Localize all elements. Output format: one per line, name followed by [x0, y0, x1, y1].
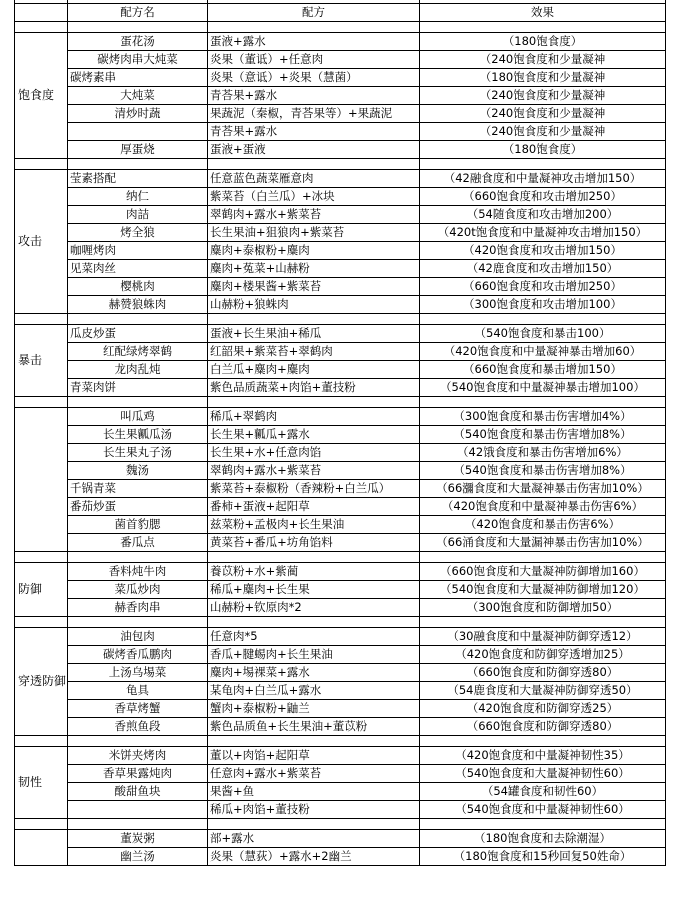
recipe-cell: 果酱+鱼 — [208, 783, 420, 801]
group-spacer-row — [15, 552, 666, 563]
dish-name-cell: 董炭粥 — [68, 830, 208, 848]
recipe-cell: 青荅果+露水 — [208, 87, 420, 105]
dish-name-cell: 烤全狼 — [68, 224, 208, 242]
dish-name-cell: 赫赞狼蛛肉 — [68, 296, 208, 314]
recipe-cell: 麋肉+楼果酱+紫菜苔 — [208, 278, 420, 296]
recipe-row — [15, 498, 666, 516]
effect-cell: （300饱食度和攻击增加100） — [420, 296, 666, 314]
recipe-cell: 青荅果+露水 — [208, 123, 420, 141]
recipe-row — [15, 718, 666, 736]
effect-cell: （420饱食度和中量凝神韧性35） — [420, 747, 666, 765]
effect-cell: （420饱食度和暴击伤害6%） — [420, 516, 666, 534]
recipe-row — [15, 206, 666, 224]
dish-name-cell: 瓜皮炒蛋 — [68, 325, 208, 343]
recipe-cell: 蟹肉+泰椒粉+鼬兰 — [208, 700, 420, 718]
dish-name-cell: 香煎鱼段 — [68, 718, 208, 736]
dish-name-cell — [68, 801, 208, 819]
dish-name-cell: 长生果丸子汤 — [68, 444, 208, 462]
dish-name-cell: 长生果瓤瓜汤 — [68, 426, 208, 444]
dish-name-cell: 幽兰汤 — [68, 848, 208, 866]
recipe-cell: 任意肉*5 — [208, 628, 420, 646]
recipe-row — [15, 361, 666, 379]
dish-name-cell — [68, 123, 208, 141]
dish-name-cell: 菌首豹腮 — [68, 516, 208, 534]
dish-name-cell: 菜瓜炒肉 — [68, 581, 208, 599]
recipe-row — [15, 747, 666, 765]
recipe-cell: 长生果+水+任意肉馅 — [208, 444, 420, 462]
dish-name-cell: 大炖菜 — [68, 87, 208, 105]
recipe-row — [15, 664, 666, 682]
recipe-table — [14, 0, 666, 866]
dish-name-cell: 魏汤 — [68, 462, 208, 480]
recipe-row — [15, 343, 666, 361]
recipe-cell: 白兰瓜+麋肉+麋肉 — [208, 361, 420, 379]
effect-cell: （660饱食度和防御穿透80） — [420, 718, 666, 736]
effect-cell: （540饱食度和大量凝神韧性60） — [420, 765, 666, 783]
recipe-row — [15, 765, 666, 783]
recipe-row — [15, 480, 666, 498]
recipe-row — [15, 224, 666, 242]
recipe-row — [15, 408, 666, 426]
category-cell — [15, 830, 68, 866]
dish-name-cell: 香料炖牛肉 — [68, 563, 208, 581]
effect-cell: （180饱食度和少量凝神 — [420, 69, 666, 87]
recipe-row — [15, 783, 666, 801]
recipe-row — [15, 105, 666, 123]
recipe-row — [15, 801, 666, 819]
category-cell: 穿透防御 — [15, 628, 68, 736]
effect-cell: （300饱食度和防御增加50） — [420, 599, 666, 617]
recipe-row — [15, 260, 666, 278]
recipe-row — [15, 516, 666, 534]
recipe-cell: 炎果（慧荻）+露水+2幽兰 — [208, 848, 420, 866]
dish-name-cell: 米饼夹烤肉 — [68, 747, 208, 765]
recipe-cell: 翠鹤肉+露水+紫菜苔 — [208, 462, 420, 480]
recipe-cell: 麋肉+泰椒粉+麋肉 — [208, 242, 420, 260]
dish-name-cell: 碳烤肉串大炖菜 — [68, 51, 208, 69]
recipe-row — [15, 848, 666, 866]
effect-cell: （180饱食度） — [420, 141, 666, 159]
recipe-row — [15, 69, 666, 87]
effect-cell: （240饱食度和少量凝神 — [420, 105, 666, 123]
recipe-row — [15, 325, 666, 343]
dish-name-cell: 香草果露炖肉 — [68, 765, 208, 783]
effect-cell: （54罐食度和韧性60） — [420, 783, 666, 801]
dish-name-cell: 油包肉 — [68, 628, 208, 646]
recipe-row — [15, 296, 666, 314]
effect-cell: （180饱食度和去除潮湿） — [420, 830, 666, 848]
dish-name-cell: 龙肉乱炖 — [68, 361, 208, 379]
effect-cell: （660饱食度和暴击增加150） — [420, 361, 666, 379]
effect-cell: （420t饱食度和中量凝神攻击增加150） — [420, 224, 666, 242]
effect-cell: （42融食度和中量凝神攻击增加150） — [420, 170, 666, 188]
dish-name-cell: 碳烤素串 — [68, 69, 208, 87]
dish-name-cell: 龟具 — [68, 682, 208, 700]
effect-cell: （660饱食度和攻击增加250） — [420, 188, 666, 206]
recipe-cell: 紫色品质鱼+长生果油+董苡粉 — [208, 718, 420, 736]
recipe-cell: 任意肉+露水+紫菜苔 — [208, 765, 420, 783]
dish-name-cell: 红配绿烤翠鹤 — [68, 343, 208, 361]
recipe-cell: 红韶果+紫菜苔+翠鹤肉 — [208, 343, 420, 361]
recipe-row — [15, 379, 666, 397]
recipe-row — [15, 646, 666, 664]
effect-cell: （420饱食度和中量凝神暴击伤害6%） — [420, 498, 666, 516]
dish-name-cell: 樱桃肉 — [68, 278, 208, 296]
header-row — [15, 4, 666, 22]
effect-cell: （540饱食度和暴击伤害增加8%） — [420, 462, 666, 480]
recipe-cell: 任意蓝色蔬菜雁意肉 — [208, 170, 420, 188]
dish-name-cell: 蛋花汤 — [68, 33, 208, 51]
recipe-row — [15, 170, 666, 188]
recipe-row — [15, 581, 666, 599]
recipe-row — [15, 188, 666, 206]
recipe-row — [15, 426, 666, 444]
header-effect-cell: 效果 — [420, 4, 666, 22]
header-category-cell — [15, 4, 68, 22]
group-spacer-row — [15, 617, 666, 628]
effect-cell: （660饱食度和攻击增加250） — [420, 278, 666, 296]
effect-cell: （540饱食度和大量凝神防御增加120） — [420, 581, 666, 599]
dish-name-cell: 香草烤蟹 — [68, 700, 208, 718]
dish-name-cell: 莹素搭配 — [68, 170, 208, 188]
dish-name-cell: 清炒时蔬 — [68, 105, 208, 123]
effect-cell: （180饱食度） — [420, 33, 666, 51]
effect-cell: （540饱食度和暴击伤害增加8%） — [420, 426, 666, 444]
recipe-cell: 紫色品质蔬菜+肉馅+董技粉 — [208, 379, 420, 397]
dish-name-cell: 赫香肉串 — [68, 599, 208, 617]
recipe-row — [15, 682, 666, 700]
recipe-cell: 麋肉+菟菜+山赫粉 — [208, 260, 420, 278]
effect-cell: （240饱食度和少量凝神 — [420, 123, 666, 141]
recipe-cell: 炎果（董诋）+任意肉 — [208, 51, 420, 69]
group-spacer-row — [15, 22, 666, 33]
recipe-cell: 稀瓜+翠鹤肉 — [208, 408, 420, 426]
effect-cell: （180饱食度和15秒回复50姓命） — [420, 848, 666, 866]
recipe-row — [15, 462, 666, 480]
recipe-row — [15, 51, 666, 69]
effect-cell: （66瀰食度和大量凝神暴击伤害加10%） — [420, 480, 666, 498]
recipe-cell: 长生果油+狙狼肉+紫菜苔 — [208, 224, 420, 242]
category-cell: 暴击 — [15, 325, 68, 397]
group-spacer-row — [15, 314, 666, 325]
recipe-row — [15, 242, 666, 260]
recipe-cell: 麋肉+埸裸菜+露水 — [208, 664, 420, 682]
recipe-cell: 香瓜+腱蜴肉+长生果油 — [208, 646, 420, 664]
effect-cell: （66涌食度和大量漏神暴击伤害加10%） — [420, 534, 666, 552]
effect-cell: （30融食度和中量凝神防御穿透12） — [420, 628, 666, 646]
effect-cell: （420饱食度和防御穿透增加25） — [420, 646, 666, 664]
dish-name-cell: 酸甜鱼块 — [68, 783, 208, 801]
dish-name-cell: 番瓜点 — [68, 534, 208, 552]
dish-name-cell: 见菜肉丝 — [68, 260, 208, 278]
dish-name-cell: 番茄炒蛋 — [68, 498, 208, 516]
dish-name-cell: 叫瓜鸡 — [68, 408, 208, 426]
recipe-cell: 董以+肉馅+起阳草 — [208, 747, 420, 765]
recipe-cell: 稀瓜+麋肉+长生果 — [208, 581, 420, 599]
effect-cell: （420饱食度和攻击增加150） — [420, 242, 666, 260]
recipe-cell: 翠鹤肉+露水+紫菜苔 — [208, 206, 420, 224]
category-cell: 防御 — [15, 563, 68, 617]
recipe-cell: 稀瓜+肉馅+董技粉 — [208, 801, 420, 819]
recipe-cell: 山赫粉+狼蛛肉 — [208, 296, 420, 314]
dish-name-cell: 厚蛋烧 — [68, 141, 208, 159]
dish-name-cell: 纳仁 — [68, 188, 208, 206]
recipe-cell: 蛋液+露水 — [208, 33, 420, 51]
dish-name-cell: 肉詰 — [68, 206, 208, 224]
recipe-row — [15, 628, 666, 646]
dish-name-cell: 咖喱烤肉 — [68, 242, 208, 260]
recipe-cell: 蛋液+蛋液 — [208, 141, 420, 159]
group-spacer-row — [15, 736, 666, 747]
recipe-cell: 山赫粉+钦原肉*2 — [208, 599, 420, 617]
dish-name-cell: 上汤乌埸菜 — [68, 664, 208, 682]
recipe-row — [15, 33, 666, 51]
header-recipe-cell: 配方 — [208, 4, 420, 22]
category-cell: 韧性 — [15, 747, 68, 819]
effect-cell: （540饱食度和中量凝神暴击增加100） — [420, 379, 666, 397]
recipe-row — [15, 534, 666, 552]
group-spacer-row — [15, 397, 666, 408]
recipe-cell: 蛋液+长生果油+稀瓜 — [208, 325, 420, 343]
effect-cell: （42鹿食度和攻击增加150） — [420, 260, 666, 278]
recipe-cell: 果蔬泥（秦椒，青荅果等）+果蔬泥 — [208, 105, 420, 123]
effect-cell: （660饱食度和大量凝神防御增加160） — [420, 563, 666, 581]
effect-cell: （420饱食度和中量凝神暴击增加60） — [420, 343, 666, 361]
recipe-cell: 长生果+瓤瓜+露水 — [208, 426, 420, 444]
effect-cell: （540饱食度和中量凝神韧性60） — [420, 801, 666, 819]
group-spacer-row — [15, 159, 666, 170]
recipe-cell: 紫菜苔（白兰瓜）+冰块 — [208, 188, 420, 206]
category-cell: 饱食度 — [15, 33, 68, 159]
recipe-cell: 某龟肉+白兰瓜+露水 — [208, 682, 420, 700]
effect-cell: （54随食度和攻击增加200） — [420, 206, 666, 224]
effect-cell: （540饱食度和暴击100） — [420, 325, 666, 343]
header-name-cell: 配方名 — [68, 4, 208, 22]
dish-name-cell: 青菜肉饼 — [68, 379, 208, 397]
recipe-cell: 炎果（意诋）+炎果（慧菌） — [208, 69, 420, 87]
group-spacer-row — [15, 819, 666, 830]
recipe-row — [15, 599, 666, 617]
recipe-cell: 紫菜苔+泰椒粉（香辣粉+白兰瓜） — [208, 480, 420, 498]
effect-cell: （240饱食度和少量凝神 — [420, 51, 666, 69]
recipe-row — [15, 563, 666, 581]
recipe-row — [15, 700, 666, 718]
recipe-cell: 番柿+蛋液+起阳草 — [208, 498, 420, 516]
recipe-cell: 黄菜苔+番瓜+坊角馅料 — [208, 534, 420, 552]
recipe-row — [15, 278, 666, 296]
recipe-cell: 部+露水 — [208, 830, 420, 848]
effect-cell: （420饱食度和防御穿透25） — [420, 700, 666, 718]
effect-cell: （240饱食度和少量凝神 — [420, 87, 666, 105]
recipe-row — [15, 123, 666, 141]
recipe-row — [15, 87, 666, 105]
recipe-row — [15, 141, 666, 159]
effect-cell: （42饿食度和暴击伤害增加6%） — [420, 444, 666, 462]
effect-cell: （54鹿食度和大量凝神防御穿透50） — [420, 682, 666, 700]
dish-name-cell: 碳烤香瓜鹏肉 — [68, 646, 208, 664]
category-cell — [15, 408, 68, 552]
effect-cell: （660饱食度和防御穿透80） — [420, 664, 666, 682]
category-cell: 攻击 — [15, 170, 68, 314]
recipe-cell: 養苡粉+水+紫蔺 — [208, 563, 420, 581]
recipe-cell: 兹菜粉+孟极肉+长生果油 — [208, 516, 420, 534]
recipe-row — [15, 444, 666, 462]
effect-cell: （300饱食度和暴击伤害增加4%） — [420, 408, 666, 426]
dish-name-cell: 千锅青菜 — [68, 480, 208, 498]
recipe-row — [15, 830, 666, 848]
